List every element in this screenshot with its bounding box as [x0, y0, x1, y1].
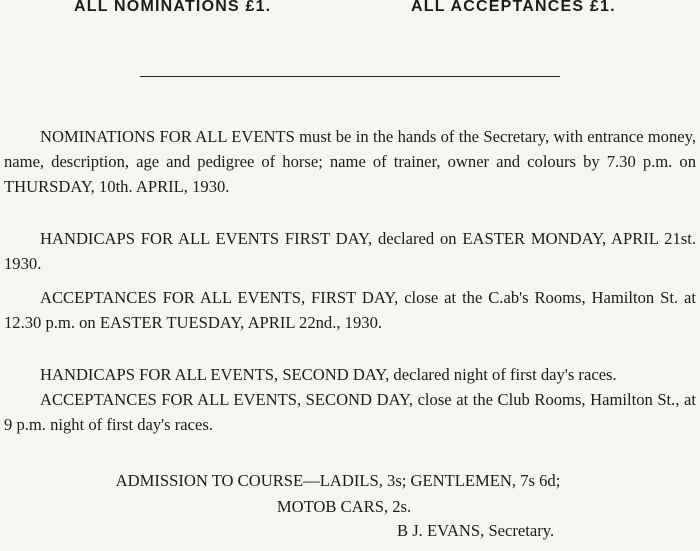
admission-prices-line: ADMISSION TO COURSE—LADILS, 3s; GENTLEMEN, 7s 6d;: [115, 471, 561, 490]
divider-rule: [140, 76, 560, 77]
header-nominations-fee: ALL NOMINATIONS £1.: [74, 0, 272, 15]
header-acceptances-fee: ALL ACCEPTANCES £1.: [411, 0, 616, 15]
paragraph-handicaps-second-day: HANDICAPS FOR ALL EVENTS, SECOND DAY, declared night of first day's races.: [40, 365, 617, 384]
motor-cars-price-line: MOTOB CARS, 2s.: [276, 497, 412, 516]
paragraph-acceptances-second-day: ACCEPTANCES FOR ALL EVENTS, SECOND DAY, close at the Club Rooms, Hamilton St., at 9 p.m. night of first day's races.: [4, 390, 696, 434]
paragraph-handicaps-first-day: HANDICAPS FOR ALL EVENTS FIRST DAY, declared on EASTER MONDAY, APRIL 21st. 1930.: [4, 229, 696, 273]
paragraph-acceptances-first-day: ACCEPTANCES FOR ALL EVENTS, FIRST DAY, close at the C.ab's Rooms, Hamilton St. at 12.30 p.m. on EASTER TUESDAY, APRIL 22nd., 1930.: [4, 288, 696, 332]
paragraph-nominations: NOMINATIONS FOR ALL EVENTS must be in the hands of the Secretary, with entrance money, name, description, age and pedigree of horse; name of trainer, owner and colours by 7.30 p.m. on THURSDAY, 10th. APRIL, 1930.: [4, 127, 696, 196]
secretary-signature: B J. EVANS, Secretary.: [397, 521, 555, 540]
